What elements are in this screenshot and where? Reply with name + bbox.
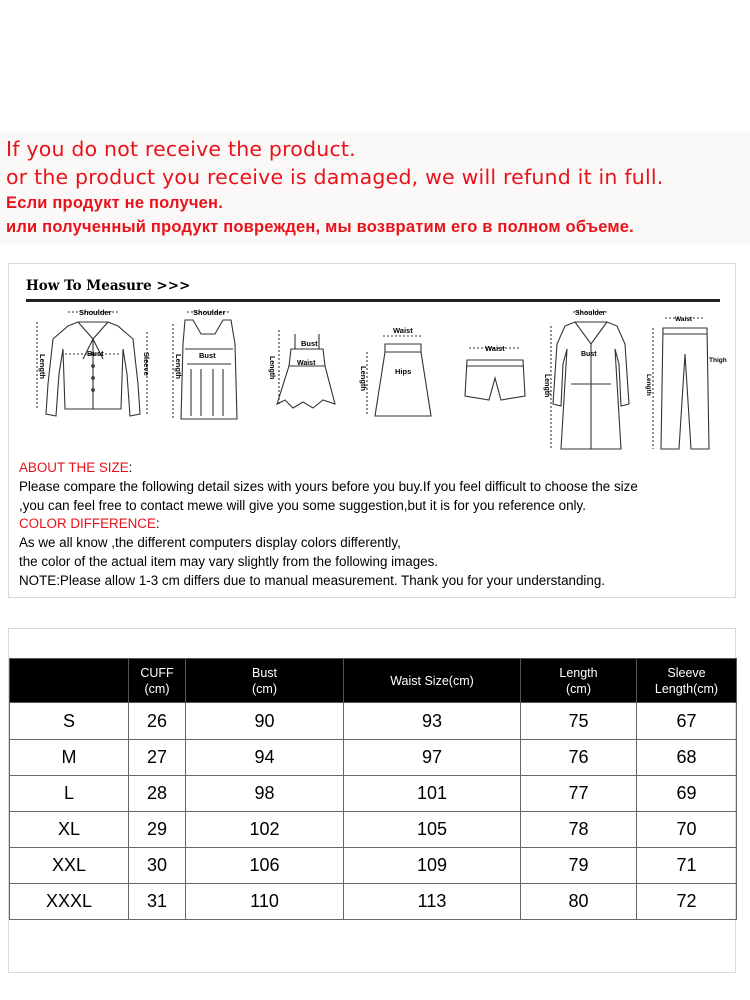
header-length: [521, 659, 637, 703]
header-waist: [344, 659, 521, 703]
cell-cuff: 29: [129, 812, 186, 848]
measure-title: How To Measure >>>: [26, 278, 191, 294]
table-row: [10, 812, 737, 848]
refund-line-2: or the product you receive is damaged, we will refund it in full.: [6, 165, 664, 189]
bust-label: Bust: [87, 349, 104, 358]
cell-cuff: 31: [129, 884, 186, 920]
measurement-note: NOTE:Please allow 1-3 cm differs due to manual measurement. Thank you for your understanding.: [19, 572, 606, 588]
bust-label-2: Bust: [199, 351, 216, 360]
header-waist-line1: Waist Size(cm): [390, 673, 474, 688]
cell-bust: 110: [186, 884, 344, 920]
cell-sleeve-length: 69: [637, 776, 737, 812]
table-row: [10, 776, 737, 812]
cell-waist: 97: [344, 740, 521, 776]
about-size-title: ABOUT THE SIZE: [19, 460, 129, 475]
color-difference-heading: [19, 515, 731, 534]
header-bust: [186, 659, 344, 703]
table-row: [10, 884, 737, 920]
cell-sleeve-length: 70: [637, 812, 737, 848]
cell-length: 77: [521, 776, 637, 812]
header-cuff-line1: CUFF: [140, 665, 174, 680]
cell-size: XXL: [10, 848, 129, 884]
length-label-4: Length: [359, 366, 368, 391]
size-chart-panel: [8, 628, 736, 973]
cell-cuff: 27: [129, 740, 186, 776]
table-row: [10, 703, 737, 740]
shoulder-label: Shoulder: [79, 308, 112, 317]
bust-label-3: Bust: [301, 339, 318, 348]
about-size-colon: :: [128, 460, 133, 475]
cell-length: 76: [521, 740, 637, 776]
shoulder-label-3: Shoulder: [575, 310, 606, 317]
header-cuff: [129, 659, 186, 703]
bust-label-4: Bust: [581, 351, 597, 358]
size-notes: [19, 459, 731, 591]
header-sleeve-length-line2: Length(cm): [654, 681, 719, 696]
about-size-line-2: ,you can feel free to contact mewe will give you some suggestion,but it is for you reference only.: [19, 497, 586, 513]
cell-size: L: [10, 776, 129, 812]
refund-line-1: If you do not receive the product.: [6, 137, 356, 161]
length-label: Length: [38, 354, 47, 379]
refund-notice: [0, 132, 750, 244]
waist-label-2: Waist: [393, 326, 413, 335]
refund-line-3: Если продукт не получен.: [6, 194, 223, 212]
thigh-label: Thigh: [709, 357, 727, 364]
title-divider: [26, 299, 720, 302]
color-difference-colon: :: [155, 516, 160, 532]
shorts-figure-icon: [465, 348, 525, 400]
waist-label-3: Waist: [485, 344, 505, 353]
shirt-figure-icon: [37, 312, 147, 416]
length-label-5: Length: [543, 374, 550, 398]
length-label-3: Length: [268, 356, 275, 380]
cell-length: 80: [521, 884, 637, 920]
cell-size: XL: [10, 812, 129, 848]
cell-bust: 94: [186, 740, 344, 776]
cell-length: 78: [521, 812, 637, 848]
cell-sleeve-length: 67: [637, 703, 737, 740]
pants-figure-icon: [653, 318, 709, 449]
cell-cuff: 28: [129, 776, 186, 812]
header-sleeve-length: [637, 659, 737, 703]
length-label-6: Length: [645, 374, 652, 396]
color-difference-line-2: the color of the actual item may vary slightly from the following images.: [19, 553, 439, 569]
about-size-heading: [19, 459, 731, 478]
cell-sleeve-length: 68: [637, 740, 737, 776]
header-length-line1: Length: [559, 665, 598, 680]
shoulder-label-2: Shoulder: [193, 308, 226, 317]
cell-cuff: 26: [129, 703, 186, 740]
table-header-row: [10, 659, 737, 703]
skirt-figure-icon: [367, 336, 431, 416]
cell-waist: 109: [344, 848, 521, 884]
cell-bust: 106: [186, 848, 344, 884]
header-size: [10, 659, 129, 703]
header-length-line2: (cm): [566, 681, 591, 696]
color-difference-line-1: As we all know ,the different computers display colors differently,: [19, 535, 401, 551]
cell-length: 75: [521, 703, 637, 740]
cell-size: M: [10, 740, 129, 776]
measure-figures: [23, 304, 727, 454]
length-label-2: Length: [174, 354, 183, 379]
cell-sleeve-length: 71: [637, 848, 737, 884]
cell-waist: 105: [344, 812, 521, 848]
color-difference-title: COLOR DIFFERENCE: [19, 516, 156, 532]
cell-cuff: 30: [129, 848, 186, 884]
header-bust-line1: Bust: [251, 665, 277, 680]
table-body: [10, 703, 737, 920]
cell-size: S: [10, 703, 129, 740]
header-bust-line2: (cm): [252, 681, 277, 696]
cell-length: 79: [521, 848, 637, 884]
waist-label-4: Waist: [675, 316, 693, 323]
cell-waist: 93: [344, 703, 521, 740]
refund-line-4: или полученный продукт поврежден, мы возвратим его в полном объеме.: [6, 218, 634, 236]
header-sleeve-length-line1: Sleeve: [667, 665, 706, 680]
cell-size: XXXL: [10, 884, 129, 920]
header-cuff-line2: (cm): [144, 681, 170, 696]
cell-sleeve-length: 72: [637, 884, 737, 920]
cell-waist: 113: [344, 884, 521, 920]
about-size-line-1: Please compare the following detail sizes with yours before you buy.If you feel difficult to choose the size: [19, 478, 638, 494]
size-chart-table: [9, 658, 737, 920]
waist-label-1: Waist: [297, 360, 316, 367]
how-to-measure-panel: [8, 263, 736, 598]
cell-bust: 90: [186, 703, 344, 740]
hips-label: Hips: [395, 367, 412, 376]
cell-bust: 102: [186, 812, 344, 848]
cell-waist: 101: [344, 776, 521, 812]
cell-bust: 98: [186, 776, 344, 812]
table-row: [10, 848, 737, 884]
coat-figure-icon: [551, 312, 629, 449]
sleeve-label: Sleeve: [142, 352, 151, 376]
table-row: [10, 740, 737, 776]
